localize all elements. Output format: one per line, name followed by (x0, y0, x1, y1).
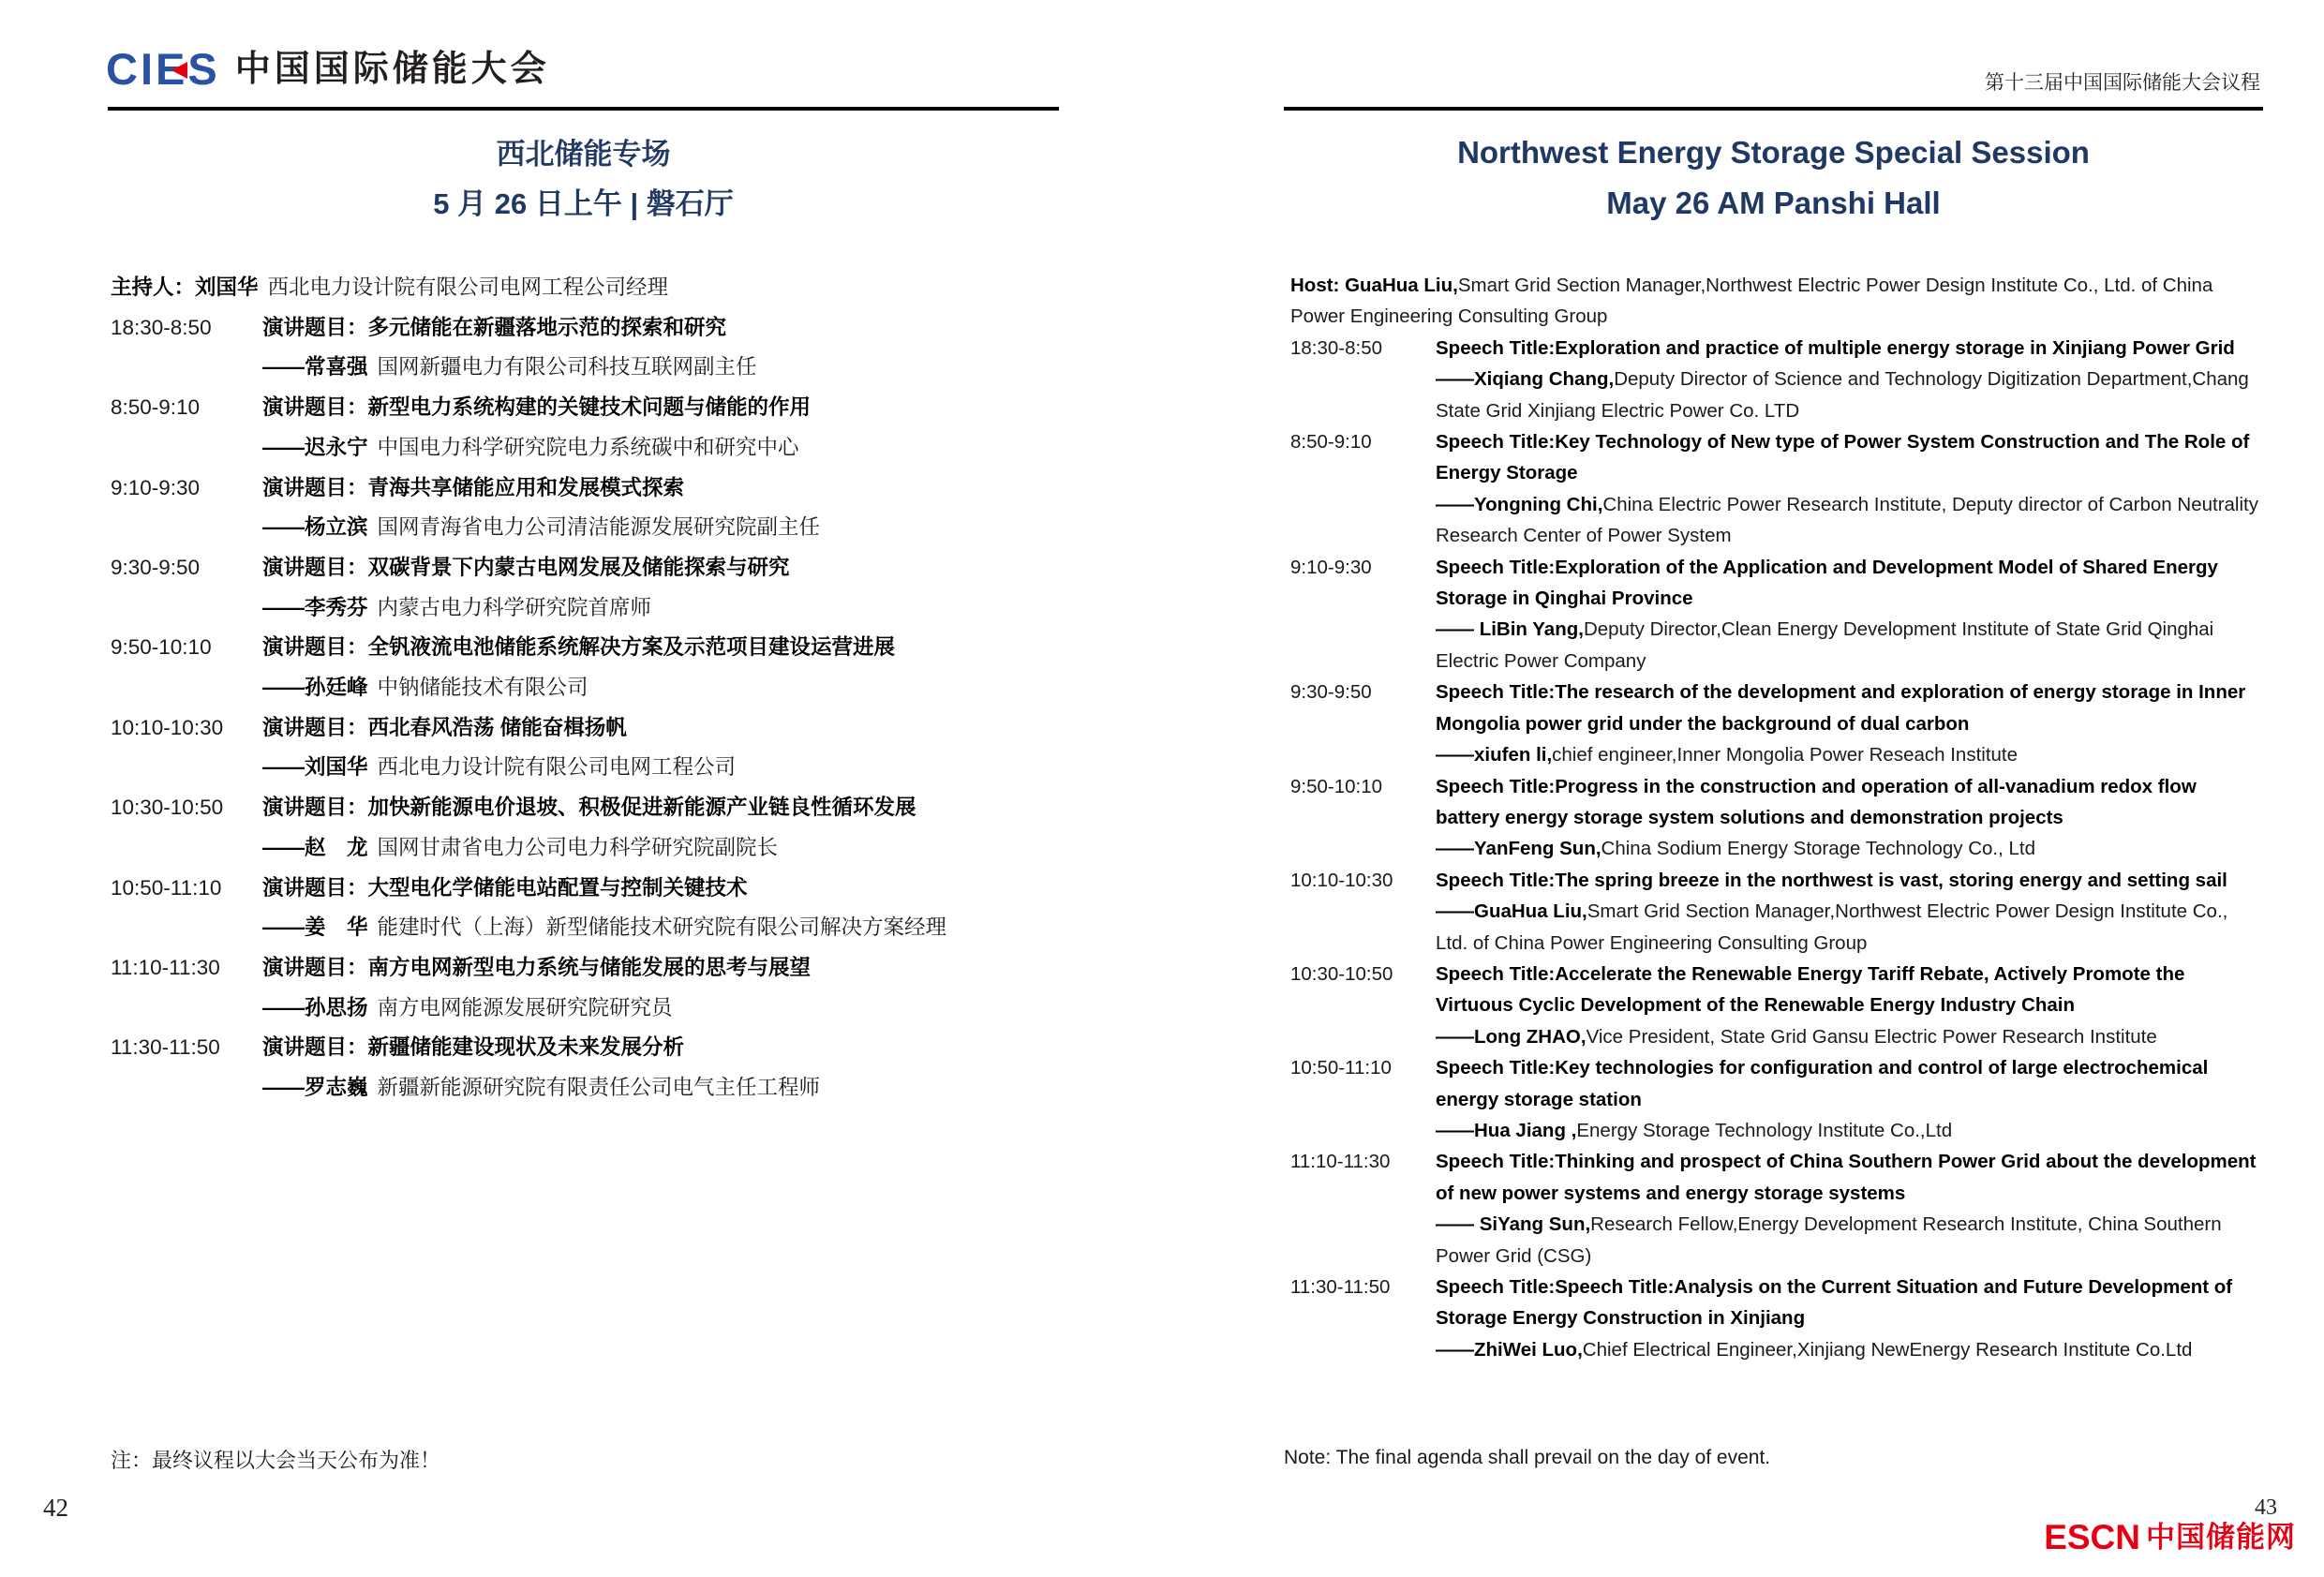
right-host-line (1290, 270, 2263, 333)
item-affiliation: 国网新疆电力有限公司科技互联网副主任 (377, 355, 757, 379)
agenda-item (111, 308, 1059, 388)
agenda-item (111, 1028, 1059, 1108)
item-speaker: ——赵 龙 (262, 835, 368, 859)
item-affiliation: Energy Storage Technology Institute Co.,Ltd (1576, 1119, 1953, 1141)
item-affiliation: Chief Electrical Engineer,Xinjiang NewEnergy Research Institute Co.Ltd (1582, 1338, 2193, 1361)
item-affiliation: Smart Grid Section Manager,Northwest Electric Power Design Institute Co., Ltd. of China Power Engineering Consulting Group (1436, 900, 2228, 954)
right-page-divider (1284, 107, 2263, 111)
item-affiliation: 内蒙古电力科学研究院首席师 (377, 595, 652, 619)
item-title: 演讲题目：新疆储能建设现状及未来发展分析 (262, 1035, 685, 1060)
item-time: 18:30-8:50 (1290, 336, 1383, 359)
item-affiliation: Vice President, State Grid Gansu Electric Power Research Institute (1586, 1025, 2157, 1048)
agenda-item (111, 548, 1059, 628)
item-title: 演讲题目：加快新能源电价退坡、积极促进新能源产业链良性循环发展 (262, 796, 916, 820)
item-affiliation: 南方电网能源发展研究院研究员 (377, 995, 673, 1019)
item-title: 演讲题目：新型电力系统构建的关键技术问题与储能的作用 (262, 395, 812, 420)
agenda-item (1290, 333, 2263, 426)
item-speaker: ——常喜强 (262, 355, 368, 379)
item-time: 10:50-11:10 (1290, 1057, 1392, 1079)
agenda-item (111, 388, 1059, 468)
agenda-item (111, 708, 1059, 788)
item-time: 10:50-11:10 (111, 875, 222, 900)
left-host-line (111, 268, 1059, 308)
agenda-item (111, 948, 1059, 1028)
left-note: 注：最终议程以大会当天公布为准！ (111, 1449, 441, 1472)
item-affiliation: 西北电力设计院有限公司电网工程公司 (377, 755, 737, 780)
left-host-affiliation: 西北电力设计院有限公司电网工程公司经理 (267, 275, 669, 299)
item-speaker: ——杨立滨 (262, 515, 368, 540)
item-time: 10:30-10:50 (1290, 962, 1393, 985)
item-speaker: ——孙廷峰 (262, 676, 368, 700)
agenda-header-label: 第十三届中国国际储能大会议程 (1985, 72, 2260, 94)
item-time: 10:10-10:30 (1290, 869, 1393, 891)
item-time: 10:10-10:30 (111, 715, 224, 739)
left-page-number: 42 (43, 1494, 68, 1522)
cies-logo-chinese: 中国国际储能大会 (234, 49, 550, 89)
item-time: 9:50-10:10 (111, 635, 212, 660)
item-affiliation: 能建时代（上海）新型储能技术研究院有限公司解决方案经理 (377, 915, 947, 940)
item-time: 8:50-9:10 (111, 395, 201, 420)
agenda-item (1290, 1146, 2263, 1272)
item-title: Speech Title:Speech Title:Analysis on the Current Situation and Future Development of Storage Energy Construction in Xinjiang (1436, 1276, 2233, 1330)
item-affiliation: chief engineer,Inner Mongolia Power Reseach Institute (1552, 744, 2019, 766)
item-speaker: —— LiBin Yang, (1436, 618, 1584, 641)
item-speaker: ——迟永宁 (262, 435, 368, 459)
item-title: Speech Title:Key technologies for configuration and control of large electrochemical energy storage station (1436, 1057, 2209, 1110)
item-speaker: —— SiYang Sun, (1436, 1213, 1591, 1236)
escn-logo-chinese: 中国储能网 (2146, 1521, 2296, 1554)
item-affiliation: 新疆新能源研究院有限责任公司电气主任工程师 (377, 1076, 821, 1100)
item-affiliation: 国网甘肃省电力公司电力科学研究院副院长 (377, 835, 779, 859)
right-session-title-line1: Northwest Energy Storage Special Session (1457, 135, 2090, 170)
right-session-title-line2: May 26 AM Panshi Hall (1606, 186, 1941, 220)
item-speaker: ——Xiqiang Chang, (1436, 368, 1615, 391)
item-title: 演讲题目：南方电网新型电力系统与储能发展的思考与展望 (262, 955, 812, 979)
escn-logo-text: ESCN (2044, 1518, 2140, 1556)
left-host-name: 主持人：刘国华 (111, 275, 259, 299)
left-session-title (108, 129, 1059, 229)
agenda-item (1290, 426, 2263, 552)
item-speaker: ——Hua Jiang , (1436, 1119, 1577, 1141)
item-speaker: ——罗志巍 (262, 1076, 368, 1100)
item-affiliation: Deputy Director of Science and Technology Digitization Department,Chang State Grid Xinjiang Electric Power Co. LTD (1436, 368, 2249, 422)
item-speaker: ——xiufen li, (1436, 744, 1553, 766)
agenda-item (1290, 865, 2263, 959)
item-speaker: ——李秀芬 (262, 595, 368, 619)
item-time: 18:30-8:50 (111, 315, 212, 339)
agenda-item (1290, 771, 2263, 865)
item-speaker: ——刘国华 (262, 755, 368, 780)
item-title: Speech Title:Key Technology of New type of Power System Construction and The Role of Energy Storage (1436, 431, 2250, 484)
agenda-item (1290, 552, 2263, 677)
cies-logo-arrow-icon (171, 62, 187, 79)
right-page-number: 43 (2255, 1495, 2277, 1520)
item-title: Speech Title:Progress in the construction and operation of all-vanadium redox flow battery energy storage system solutions and demonstration projects (1436, 775, 2197, 828)
right-host-affiliation: Smart Grid Section Manager,Northwest Electric Power Design Institute Co., Ltd. of China Power Engineering Consulting Group (1290, 275, 2213, 328)
item-affiliation: China Sodium Energy Storage Technology Co., Ltd (1601, 838, 2035, 860)
item-affiliation: 中国电力科学研究院电力系统碳中和研究中心 (377, 435, 799, 459)
item-speaker: ——Yongning Chi, (1436, 493, 1603, 515)
item-title: 演讲题目：西北春风浩荡 储能奋楫扬帆 (262, 715, 627, 739)
item-time: 8:50-9:10 (1290, 431, 1372, 454)
item-time: 9:50-10:10 (1290, 775, 1383, 797)
right-note: Note: The final agenda shall prevail on the day of event. (1284, 1447, 1771, 1468)
cies-logo-wordmark (106, 44, 220, 94)
item-time: 11:30-11:50 (111, 1035, 220, 1060)
item-title: Speech Title:Exploration of the Application and Development Model of Shared Energy Storage in Qinghai Province (1436, 556, 2218, 610)
item-affiliation: 国网青海省电力公司清洁能源发展研究院副主任 (377, 515, 821, 540)
agenda-item (111, 788, 1059, 868)
item-title: Speech Title:Exploration and practice of multiple energy storage in Xinjiang Power Grid (1436, 336, 2235, 359)
agenda-item (1290, 959, 2263, 1052)
left-session-title-line1: 西北储能专场 (496, 138, 671, 171)
item-speaker: ——Long ZHAO, (1436, 1025, 1587, 1048)
item-time: 9:10-9:30 (111, 475, 201, 499)
item-speaker: ——孙思扬 (262, 995, 368, 1019)
item-speaker: ——GuaHua Liu, (1436, 900, 1587, 923)
item-time: 9:30-9:50 (111, 555, 201, 579)
item-title: Speech Title:Accelerate the Renewable Energy Tariff Rebate, Actively Promote the Virtuous Cyclic Development of the Renewable Energy Industry Chain (1436, 962, 2185, 1017)
right-session-title (1284, 127, 2263, 229)
item-title: 演讲题目：全钒液流电池储能系统解决方案及示范项目建设运营进展 (262, 635, 896, 660)
item-time: 10:30-10:50 (111, 796, 224, 820)
item-time: 11:10-11:30 (111, 955, 220, 979)
item-time: 9:30-9:50 (1290, 681, 1372, 704)
item-time: 11:30-11:50 (1290, 1276, 1391, 1298)
item-title: Speech Title:The research of the development and exploration of energy storage in Inner Mongolia power grid under the background of dual carbon (1436, 681, 2246, 735)
item-affiliation: Research Fellow,Energy Development Research Institute, China Southern Power Grid (CSG) (1436, 1213, 2222, 1267)
item-title: Speech Title:Thinking and prospect of China Southern Power Grid about the development of new power systems and energy storage systems (1436, 1151, 2257, 1204)
item-affiliation: China Electric Power Research Institute, Deputy director of Carbon Neutrality Research Center of Power System (1436, 493, 2258, 547)
cies-logo-text: CIES (106, 44, 220, 94)
agenda-item (111, 869, 1059, 948)
left-agenda (111, 268, 1059, 1108)
agenda-item (111, 628, 1059, 707)
item-time: 9:10-9:30 (1290, 556, 1372, 578)
agenda-item (1290, 677, 2263, 770)
item-title: 演讲题目：多元储能在新疆落地示范的探索和研究 (262, 315, 727, 339)
agenda-item (1290, 1272, 2263, 1365)
item-speaker: ——YanFeng Sun, (1436, 838, 1601, 860)
agenda-item (111, 469, 1059, 548)
right-host-name: Host: GuaHua Liu, (1290, 275, 1458, 296)
left-session-title-line2: 5 月 26 日上午 | 磐石厅 (433, 187, 734, 220)
item-title: 演讲题目：双碳背景下内蒙古电网发展及储能探索与研究 (262, 555, 790, 579)
left-page-divider (108, 107, 1059, 111)
item-affiliation: Deputy Director,Clean Energy Development Institute of State Grid Qinghai Electric Power Company (1436, 618, 2214, 672)
item-title: 演讲题目：青海共享储能应用和发展模式探索 (262, 475, 685, 499)
cies-logo (106, 44, 550, 94)
agenda-item (1290, 1052, 2263, 1146)
item-affiliation: 中钠储能技术有限公司 (377, 676, 588, 700)
right-agenda (1290, 270, 2263, 1365)
escn-logo (2044, 1520, 2296, 1555)
item-title: 演讲题目：大型电化学储能电站配置与控制关键技术 (262, 875, 748, 900)
item-speaker: ——姜 华 (262, 915, 368, 940)
item-time: 11:10-11:30 (1290, 1151, 1391, 1173)
item-speaker: ——ZhiWei Luo, (1436, 1338, 1583, 1361)
item-title: Speech Title:The spring breeze in the northwest is vast, storing energy and setting sail (1436, 869, 2227, 891)
